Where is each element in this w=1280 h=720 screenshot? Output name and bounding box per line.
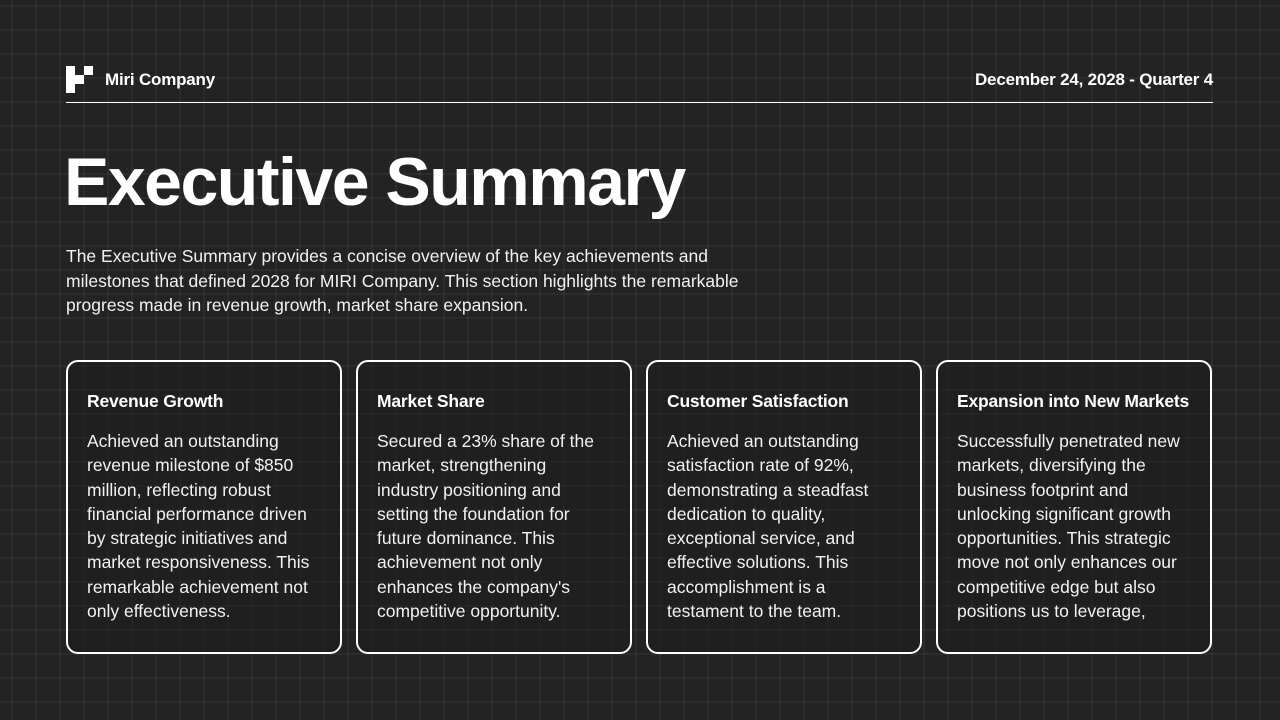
- card-body: Secured a 23% share of the market, strengthening industry positioning and setting the foundation for future dominance. This achievement not only enhances the company's competitive opportunity.: [377, 431, 594, 622]
- card-title: Expansion into New Markets: [957, 391, 1190, 411]
- card-revenue-growth: [66, 360, 342, 654]
- brand: [66, 66, 215, 93]
- report-date: December 24, 2028 - Quarter 4: [974, 70, 1213, 89]
- intro-paragraph: The Executive Summary provides a concise overview of the key achievements and milestones that defined 2028 for MIRI Company. This section highlights the remarkable progress made in revenue growth, market share expansion.: [66, 246, 739, 315]
- card-body: Achieved an outstanding revenue milestone of $850 million, reflecting robust financial performance driven by strategic initiatives and market responsiveness. This remarkable achievement not only effectiveness.: [87, 431, 310, 622]
- card-title: Market Share: [377, 391, 485, 411]
- card-expansion-new-markets: [936, 360, 1212, 654]
- card-market-share: [356, 360, 632, 654]
- summary-cards: [66, 360, 1212, 654]
- card-body: Achieved an outstanding satisfaction rate of 92%, demonstrating a steadfast dedication to quality, exceptional service, and effective solutions. This accomplishment is a testament to the team.: [667, 431, 869, 622]
- header: [66, 66, 1213, 103]
- company-logo-icon: [66, 66, 93, 93]
- brand-name: Miri Company: [105, 70, 216, 89]
- card-title: Customer Satisfaction: [667, 391, 849, 411]
- page-title: Executive Summary: [64, 144, 685, 220]
- card-body: Successfully penetrated new markets, diversifying the business footprint and unlocking significant growth opportunities. This strategic move not only enhances our competitive edge but also positions us to leverage,: [957, 431, 1180, 622]
- card-customer-satisfaction: [646, 360, 922, 654]
- card-title: Revenue Growth: [87, 391, 224, 411]
